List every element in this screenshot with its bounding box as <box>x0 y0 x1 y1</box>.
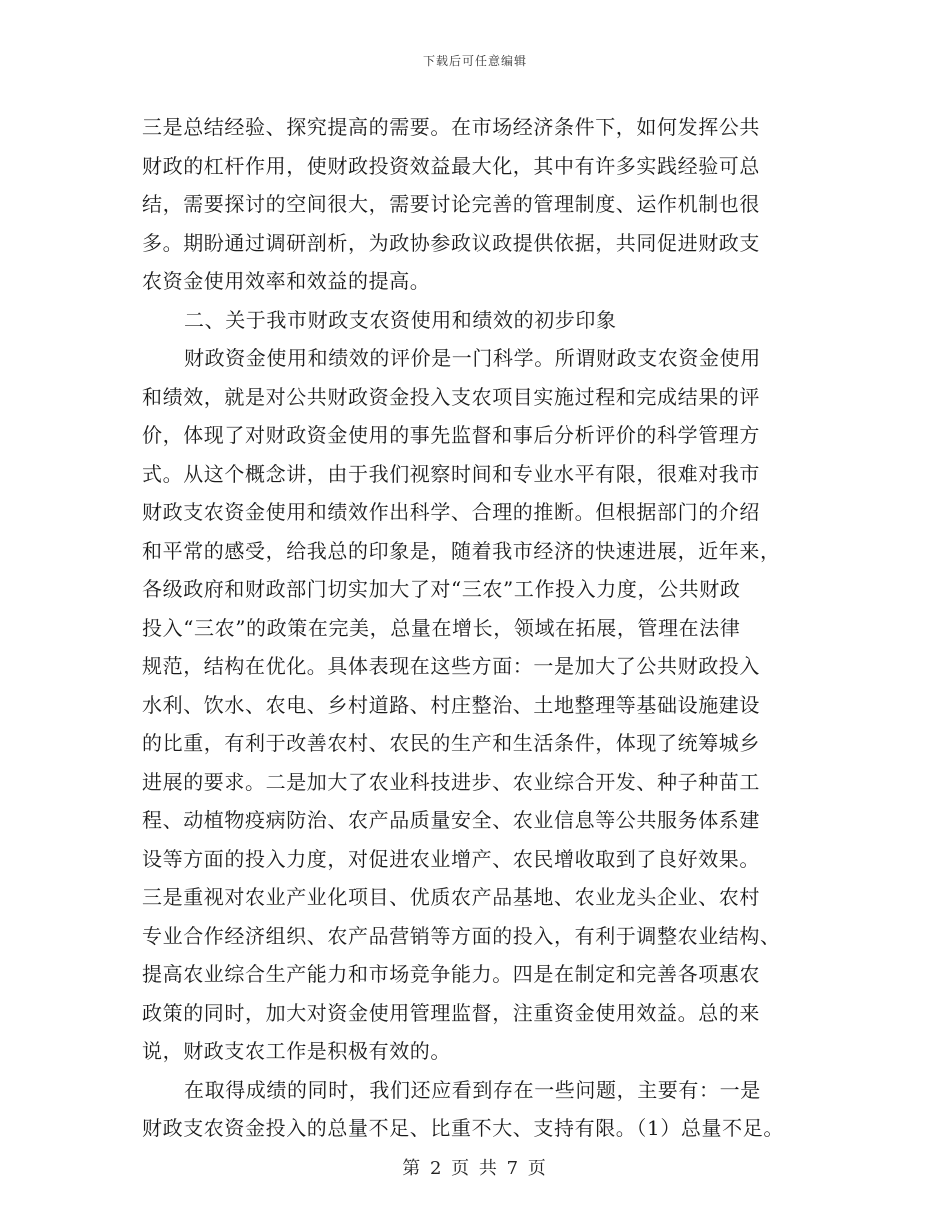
text-line: 水利、饮水、农电、乡村道路、村庄整治、土地整理等基础设施建设 <box>142 692 760 717</box>
text-line: 投入“三农”的政策在完美，总量在增长，领域在拓展，管理在法律 <box>142 615 741 640</box>
text-line: 和绩效，就是对公共财政资金投入支农项目实施过程和完成结果的评 <box>142 384 760 409</box>
text-line: 在取得成绩的同时，我们还应看到存在一些问题，主要有：一是 <box>184 1077 761 1102</box>
text-line: 专业合作经济组织、农产品营销等方面的投入，有利于调整农业结构、 <box>142 923 781 948</box>
text-line: 式。从这个概念讲，由于我们视察时间和专业水平有限，很难对我市 <box>142 461 760 486</box>
text-line: 财政支农资金投入的总量不足、比重不大、支持有限。（1）总量不足。 <box>142 1116 784 1140</box>
text-line: 和平常的感受，给我总的印象是，随着我市经济的快速进展，近年来， <box>142 538 781 563</box>
text-line: 程、动植物疫病防治、农产品质量安全、农业信息等公共服务体系建 <box>142 808 760 832</box>
text-line: 多。期盼通过调研剖析，为政协参政议政提供依据，共同促进财政支 <box>142 230 760 255</box>
text-line: 的比重，有利于改善农村、农民的生产和生活条件，体现了统筹城乡 <box>142 731 760 755</box>
text-line: 各级政府和财政部门切实加大了对“三农”工作投入力度，公共财政 <box>142 577 741 601</box>
text-line: 规范，结构在优化。具体表现在这些方面：一是加大了公共财政投入 <box>142 654 760 678</box>
document-body <box>142 108 822 1148</box>
text-line: 进展的要求。二是加大了农业科技进步、农业综合开发、种子种苗工 <box>142 769 760 794</box>
text-line: 三是总结经验、探究提高的需要。在市场经济条件下，如何发挥公共 <box>142 115 760 139</box>
section-heading: 二、关于我市财政支农资使用和绩效的初步印象 <box>184 307 617 332</box>
text-line: 财政资金使用和绩效的评价是一门科学。所谓财政支农资金使用 <box>184 346 761 370</box>
text-line: 设等方面的投入力度，对促进农业增产、农民增收取到了良好效果。 <box>142 846 760 871</box>
text-line: 价，体现了对财政资金使用的事先监督和事后分析评价的科学管理方 <box>142 423 760 447</box>
text-line: 结，需要探讨的空间很大，需要讨论完善的管理制度、运作机制也很 <box>142 192 760 216</box>
page-number-footer: 第 2 页 共 7 页 <box>402 1158 548 1179</box>
text-line: 财政支农资金使用和绩效作出科学、合理的推断。但根据部门的介绍 <box>142 500 760 524</box>
text-line: 农资金使用效率和效益的提高。 <box>142 269 431 293</box>
text-line: 财政的杠杆作用，使财政投资效益最大化，其中有许多实践经验可总 <box>142 153 760 178</box>
text-line: 说，财政支农工作是积极有效的。 <box>142 1039 451 1063</box>
text-line: 政策的同时，加大对资金使用管理监督，注重资金使用效益。总的来 <box>142 1000 760 1025</box>
page-header: 下载后可任意编辑 <box>422 54 527 68</box>
text-line: 提高农业综合生产能力和市场竞争能力。四是在制定和完善各项惠农 <box>142 962 760 986</box>
text-line: 三是重视对农业产业化项目、优质农产品基地、农业龙头企业、农村 <box>142 885 760 909</box>
